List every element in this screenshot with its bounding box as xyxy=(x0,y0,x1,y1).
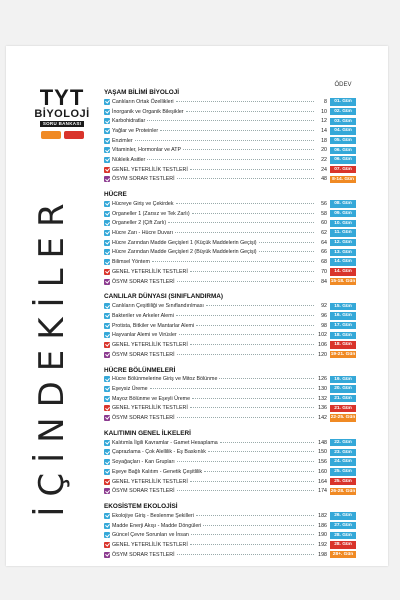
page-number: 148 xyxy=(318,439,327,446)
checkbox-icon[interactable] xyxy=(104,313,110,319)
dot-leader xyxy=(177,353,314,355)
toc-row[interactable] xyxy=(104,267,356,277)
topic-label: Protista, Bitkiler ve Mantarlar Alemi xyxy=(112,322,195,329)
checkbox-icon[interactable] xyxy=(104,542,110,548)
dot-leader xyxy=(208,450,314,452)
checkbox-icon[interactable] xyxy=(104,513,110,519)
topic-label: ÖSYM SORAR TESTLERİ xyxy=(112,415,175,422)
page-number: 12 xyxy=(321,118,327,125)
checkbox-icon[interactable] xyxy=(104,459,110,465)
toc-row[interactable] xyxy=(104,477,356,487)
page-number: 60 xyxy=(321,220,327,227)
day-badge: 26. Gün xyxy=(330,512,356,519)
dot-leader xyxy=(147,119,314,121)
day-badge: 16. Gün xyxy=(330,312,356,319)
day-badge: 01. Gün xyxy=(330,98,356,105)
checkbox-icon[interactable] xyxy=(104,157,110,163)
page-number: 142 xyxy=(318,415,327,422)
day-badge: 28+. Gün xyxy=(330,551,356,558)
checkbox-icon[interactable] xyxy=(104,99,110,105)
dot-leader xyxy=(179,333,314,335)
day-badge: 11. Gün xyxy=(330,229,356,236)
toc-row[interactable] xyxy=(104,277,356,287)
checkbox-icon[interactable] xyxy=(104,342,110,348)
checkbox-icon[interactable] xyxy=(104,259,110,265)
day-badge: 20. Gün xyxy=(330,385,356,392)
topic-label: Eşeysiz Üreme xyxy=(112,386,148,393)
toc-row[interactable] xyxy=(104,238,356,248)
checkbox-icon[interactable] xyxy=(104,269,110,275)
dot-leader xyxy=(168,221,314,223)
dot-leader xyxy=(190,480,314,482)
topic-label: Ekolojiye Giriş - Beslenme Şekilleri xyxy=(112,512,194,519)
page-number: 22 xyxy=(321,156,327,163)
tyt-logo xyxy=(32,85,92,139)
page-number: 58 xyxy=(321,210,327,217)
toc-row[interactable] xyxy=(104,438,356,448)
dot-leader xyxy=(176,100,314,102)
day-badge: 04. Gün xyxy=(330,127,356,134)
day-badge: 19-21. Gün xyxy=(330,351,356,357)
topic-label: ÖSYM SORAR TESTLERİ xyxy=(112,176,175,183)
day-badge: 15. Gün xyxy=(330,303,356,310)
page-number: 66 xyxy=(321,249,327,256)
day-badge: 13. Gün xyxy=(330,249,356,256)
checkbox-icon[interactable] xyxy=(104,176,110,182)
day-badge: 23. Gün xyxy=(330,449,356,456)
dot-leader xyxy=(190,543,314,545)
toc-row[interactable] xyxy=(104,228,356,238)
toc-row[interactable] xyxy=(104,321,356,331)
section-title: KALITIMIN GENEL İLKELERİ xyxy=(104,429,191,437)
topic-label: Hücreye Giriş ve Çekirdek xyxy=(112,201,174,208)
toc-row[interactable] xyxy=(104,521,356,531)
topic-label: ÖSYM SORAR TESTLERİ xyxy=(112,551,175,558)
dot-leader xyxy=(192,212,314,214)
topic-label: Canlıların Çeşitliliği ve Sınıflandırılması xyxy=(112,303,204,310)
dot-leader xyxy=(176,202,314,204)
toc-row[interactable] xyxy=(104,199,356,209)
topic-label: Güncel Çevre Sorunları ve İnsan xyxy=(112,532,189,539)
topic-label: Hücre Zarından Madde Geçişleri 2 (Büyük Maddelerin Geçişi) xyxy=(112,249,257,256)
dot-leader xyxy=(191,533,314,535)
dot-leader xyxy=(190,270,314,272)
topic-label: Organeller 1 (Zarsız ve Tek Zarlı) xyxy=(112,210,190,217)
dot-leader xyxy=(203,524,314,526)
page-number: 102 xyxy=(318,332,327,339)
topic-label: GENEL YETERLİLİK TESTLERİ xyxy=(112,541,188,548)
topic-label: Hayvanlar Alemi ve Virüsler xyxy=(112,332,177,339)
checkbox-icon[interactable] xyxy=(104,303,110,309)
dot-leader xyxy=(183,148,314,150)
page-number: 18 xyxy=(321,137,327,144)
checkbox-icon[interactable] xyxy=(104,109,110,115)
topic-label: Kalıtımla İlgili Kavramlar - Gamet Hesaplama xyxy=(112,439,218,446)
day-badge: 06. Gün xyxy=(330,147,356,154)
checkbox-icon[interactable] xyxy=(104,386,110,392)
dot-leader xyxy=(160,129,314,131)
day-badge: 28. Gün xyxy=(330,541,356,548)
topic-label: Eşeye Bağlı Kalıtım - Genetik Çeşitlilik xyxy=(112,468,203,475)
toc-row[interactable] xyxy=(104,340,356,350)
dot-leader xyxy=(175,231,314,233)
topic-label: Organeller 2 (Çift Zarlı) xyxy=(112,220,167,227)
page-number: 68 xyxy=(321,259,327,266)
checkbox-icon[interactable] xyxy=(104,449,110,455)
day-badge: 26-28. Gün xyxy=(330,488,356,494)
day-badge: 02. Gün xyxy=(330,108,356,115)
topic-label: Bakteriler ve Arkeler Alemi xyxy=(112,312,174,319)
dot-leader xyxy=(186,110,314,112)
day-badge: 24. Gün xyxy=(330,458,356,465)
checkbox-icon[interactable] xyxy=(104,240,110,246)
checkbox-icon[interactable] xyxy=(104,552,110,558)
logo-subject: BİYOLOJİ xyxy=(34,108,90,120)
checkbox-icon[interactable] xyxy=(104,396,110,402)
checkbox-icon[interactable] xyxy=(104,440,110,446)
dot-leader xyxy=(190,168,314,170)
toc-row[interactable] xyxy=(104,219,356,229)
dot-leader xyxy=(259,241,314,243)
checkbox-icon[interactable] xyxy=(104,138,110,144)
topic-label: Hücre Zarı - Hücre Duvarı xyxy=(112,230,173,237)
day-badge: 25. Gün xyxy=(330,478,356,485)
table-of-contents xyxy=(104,82,356,560)
toc-row[interactable] xyxy=(104,540,356,550)
page-number: 62 xyxy=(321,230,327,237)
day-badge: 18. Gün xyxy=(330,341,356,348)
checkbox-icon[interactable] xyxy=(104,220,110,226)
toc-row[interactable] xyxy=(104,448,356,458)
toc-row[interactable] xyxy=(104,413,356,423)
page-number: 92 xyxy=(321,303,327,310)
day-badge: 07. Gün xyxy=(330,166,356,173)
dot-leader xyxy=(147,158,314,160)
page-number: 190 xyxy=(318,532,327,539)
checkbox-icon[interactable] xyxy=(104,249,110,255)
badge-icon xyxy=(64,131,84,139)
toc-row[interactable] xyxy=(104,511,356,521)
page-number: 96 xyxy=(321,312,327,319)
section-title: YAŞAM BİLİMİ BİYOLOJİ xyxy=(104,89,180,96)
page-number: 98 xyxy=(321,322,327,329)
dot-leader xyxy=(177,177,314,179)
toc-row[interactable] xyxy=(104,155,356,165)
checkbox-icon[interactable] xyxy=(104,332,110,338)
page-number: 10 xyxy=(321,108,327,115)
logo-subtitle: SORU BANKASI xyxy=(40,121,84,127)
page-number: 192 xyxy=(318,541,327,548)
day-badge: 03. Gün xyxy=(330,118,356,125)
topic-label: İnorganik ve Organik Bileşikler xyxy=(112,108,184,115)
checkbox-icon[interactable] xyxy=(104,352,110,358)
dot-leader xyxy=(176,314,314,316)
dot-leader xyxy=(152,260,314,262)
page-number: 20 xyxy=(321,147,327,154)
dot-leader xyxy=(259,250,314,252)
toc-row[interactable] xyxy=(104,384,356,394)
page-number: 8 xyxy=(324,98,327,105)
checkbox-icon[interactable] xyxy=(104,405,110,411)
topic-label: GENEL YETERLİLİK TESTLERİ xyxy=(112,341,188,348)
dot-leader xyxy=(220,441,314,443)
dot-leader xyxy=(196,324,314,326)
odev-header: ÖDEV xyxy=(334,82,352,88)
topic-label: Mayoz Bölünme ve Eşeyli Üreme xyxy=(112,395,191,402)
page-number: 24 xyxy=(321,166,327,173)
day-badge: 06. Gün xyxy=(330,156,356,163)
toc-row[interactable] xyxy=(104,467,356,477)
day-badge: 12. Gün xyxy=(330,239,356,246)
topic-label: Bilimsel Yöntem xyxy=(112,259,150,266)
checkbox-icon[interactable] xyxy=(104,523,110,529)
day-badge: 28. Gün xyxy=(330,532,356,539)
toc-row[interactable] xyxy=(104,145,356,155)
page-number: 126 xyxy=(318,376,327,383)
page-number: 48 xyxy=(321,176,327,183)
toc-row[interactable] xyxy=(104,165,356,175)
dot-leader xyxy=(150,387,314,389)
topic-label: Yağlar ve Proteinler xyxy=(112,127,159,134)
toc-row[interactable] xyxy=(104,116,356,126)
checkbox-icon[interactable] xyxy=(104,488,110,494)
toc-row[interactable] xyxy=(104,486,356,496)
toc-row[interactable] xyxy=(104,301,356,311)
topic-label: GENEL YETERLİLİK TESTLERİ xyxy=(112,478,188,485)
toc-row[interactable] xyxy=(104,175,356,185)
day-badge: 19. Gün xyxy=(330,376,356,383)
page-number: 160 xyxy=(318,468,327,475)
checkbox-icon[interactable] xyxy=(104,279,110,285)
dot-leader xyxy=(177,460,314,462)
day-badge: 14. Gün xyxy=(330,268,356,275)
toc-row[interactable] xyxy=(104,350,356,360)
toc-row[interactable] xyxy=(104,126,356,136)
toc-row[interactable] xyxy=(104,375,356,385)
topic-label: GENEL YETERLİLİK TESTLERİ xyxy=(112,405,188,412)
dot-leader xyxy=(135,139,314,141)
checkbox-icon[interactable] xyxy=(104,128,110,134)
checkbox-icon[interactable] xyxy=(104,532,110,538)
toc-row[interactable] xyxy=(104,550,356,560)
toc-row[interactable] xyxy=(104,311,356,321)
page-number: 130 xyxy=(318,386,327,393)
toc-row[interactable] xyxy=(104,97,356,107)
page-number: 14 xyxy=(321,127,327,134)
checkbox-icon[interactable] xyxy=(104,469,110,475)
checkbox-icon[interactable] xyxy=(104,323,110,329)
toc-row[interactable] xyxy=(104,136,356,146)
dot-leader xyxy=(204,470,314,472)
topic-label: Hücre Zarından Madde Geçişleri 1 (Küçük Maddelerin Geçişi) xyxy=(112,239,257,246)
badge-icon xyxy=(41,131,61,139)
topic-label: Enzimler xyxy=(112,137,133,144)
day-badge: 22. Gün xyxy=(330,439,356,446)
checkbox-icon[interactable] xyxy=(104,167,110,173)
topic-label: Soyağaçları - Kan Grupları xyxy=(112,459,175,466)
checkbox-icon[interactable] xyxy=(104,376,110,382)
dot-leader xyxy=(192,397,314,399)
topic-label: Çaprazlama - Çok Alellilik - Eş Baskınlık xyxy=(112,449,206,456)
day-badge: 18. Gün xyxy=(330,332,356,339)
section-title: EKOSİSTEM EKOLOJİSİ xyxy=(104,503,178,511)
page-number: 186 xyxy=(318,522,327,529)
day-badge: 25. Gün xyxy=(330,468,356,475)
day-badge: 17. Gün xyxy=(330,322,356,329)
page-number: 150 xyxy=(318,449,327,456)
topic-label: Madde Enerji Akışı - Madde Döngüleri xyxy=(112,522,202,529)
day-badge: 14. Gün xyxy=(330,258,356,265)
logo-title: TYT xyxy=(39,85,85,110)
page-number: 132 xyxy=(318,395,327,402)
dot-leader xyxy=(206,304,314,306)
checkbox-icon[interactable] xyxy=(104,201,110,207)
topic-label: Canlıların Ortak Özellikleri xyxy=(112,98,174,105)
dot-leader xyxy=(177,489,314,491)
topic-label: ÖSYM SORAR TESTLERİ xyxy=(112,278,175,285)
toc-row[interactable] xyxy=(104,248,356,258)
toc-row[interactable] xyxy=(104,530,356,540)
checkbox-icon[interactable] xyxy=(104,211,110,217)
page-number: 64 xyxy=(321,239,327,246)
page-number: 70 xyxy=(321,268,327,275)
page-number: 136 xyxy=(318,405,327,412)
toc-row[interactable] xyxy=(104,404,356,414)
checkbox-icon[interactable] xyxy=(104,415,110,421)
logo-badges xyxy=(32,131,92,139)
page-number: 156 xyxy=(318,459,327,466)
toc-row[interactable] xyxy=(104,107,356,117)
checkbox-icon[interactable] xyxy=(104,230,110,236)
dot-leader xyxy=(190,343,314,345)
toc-row[interactable] xyxy=(104,394,356,404)
page-number: 174 xyxy=(318,488,327,495)
dot-leader xyxy=(190,406,314,408)
page-number: 182 xyxy=(318,512,327,519)
day-badge: 09. Gün xyxy=(330,210,356,217)
dot-leader xyxy=(177,280,314,282)
section-title: CANLILAR DÜNYASI (SINIFLANDIRMA) xyxy=(104,293,224,301)
dot-leader xyxy=(219,377,314,379)
topic-label: GENEL YETERLİLİK TESTLERİ xyxy=(112,166,188,173)
toc-row[interactable] xyxy=(104,330,356,340)
vertical-title-text: İÇİNDEKİLER xyxy=(32,193,72,517)
checkbox-icon[interactable] xyxy=(104,479,110,485)
day-badge: 8-14. Gün xyxy=(330,176,356,183)
checkbox-icon[interactable] xyxy=(104,147,110,153)
day-badge: 27. Gün xyxy=(330,522,356,529)
topic-label: Karbohidratlar xyxy=(112,118,146,125)
toc-row[interactable] xyxy=(104,257,356,267)
day-badge: 21. Gün xyxy=(330,395,356,402)
checkbox-icon[interactable] xyxy=(104,118,110,124)
toc-row[interactable] xyxy=(104,209,356,219)
page-number: 164 xyxy=(318,478,327,485)
topic-label: ÖSYM SORAR TESTLERİ xyxy=(112,351,175,358)
day-badge: 22-25. Gün xyxy=(330,415,356,421)
page-number: 56 xyxy=(321,201,327,208)
page-number: 120 xyxy=(318,351,327,358)
topic-label: Vitaminler, Hormonlar ve ATP xyxy=(112,147,181,154)
topic-label: GENEL YETERLİLİK TESTLERİ xyxy=(112,268,188,275)
toc-row[interactable] xyxy=(104,457,356,467)
dot-leader xyxy=(177,416,314,418)
page-number: 106 xyxy=(318,341,327,348)
dot-leader xyxy=(177,553,314,555)
topic-label: ÖSYM SORAR TESTLERİ xyxy=(112,488,175,495)
day-badge: 10. Gün xyxy=(330,220,356,227)
section-title: HÜCRE xyxy=(104,191,127,199)
dot-leader xyxy=(196,514,314,516)
day-badge: 08. Gün xyxy=(330,200,356,207)
section-title: HÜCRE BÖLÜNMELERİ xyxy=(104,366,176,374)
page-number: 84 xyxy=(321,278,327,285)
day-badge: 15-18. Gün xyxy=(330,278,356,284)
day-badge: 21. Gün xyxy=(330,405,356,412)
topic-label: Hücre Bölünmelerine Giriş ve Mitoz Bölünme xyxy=(112,376,218,383)
topic-label: Nükleik Asitler xyxy=(112,156,146,163)
day-badge: 05. Gün xyxy=(330,137,356,144)
page-number: 198 xyxy=(318,551,327,558)
vertical-title xyxy=(22,190,82,520)
